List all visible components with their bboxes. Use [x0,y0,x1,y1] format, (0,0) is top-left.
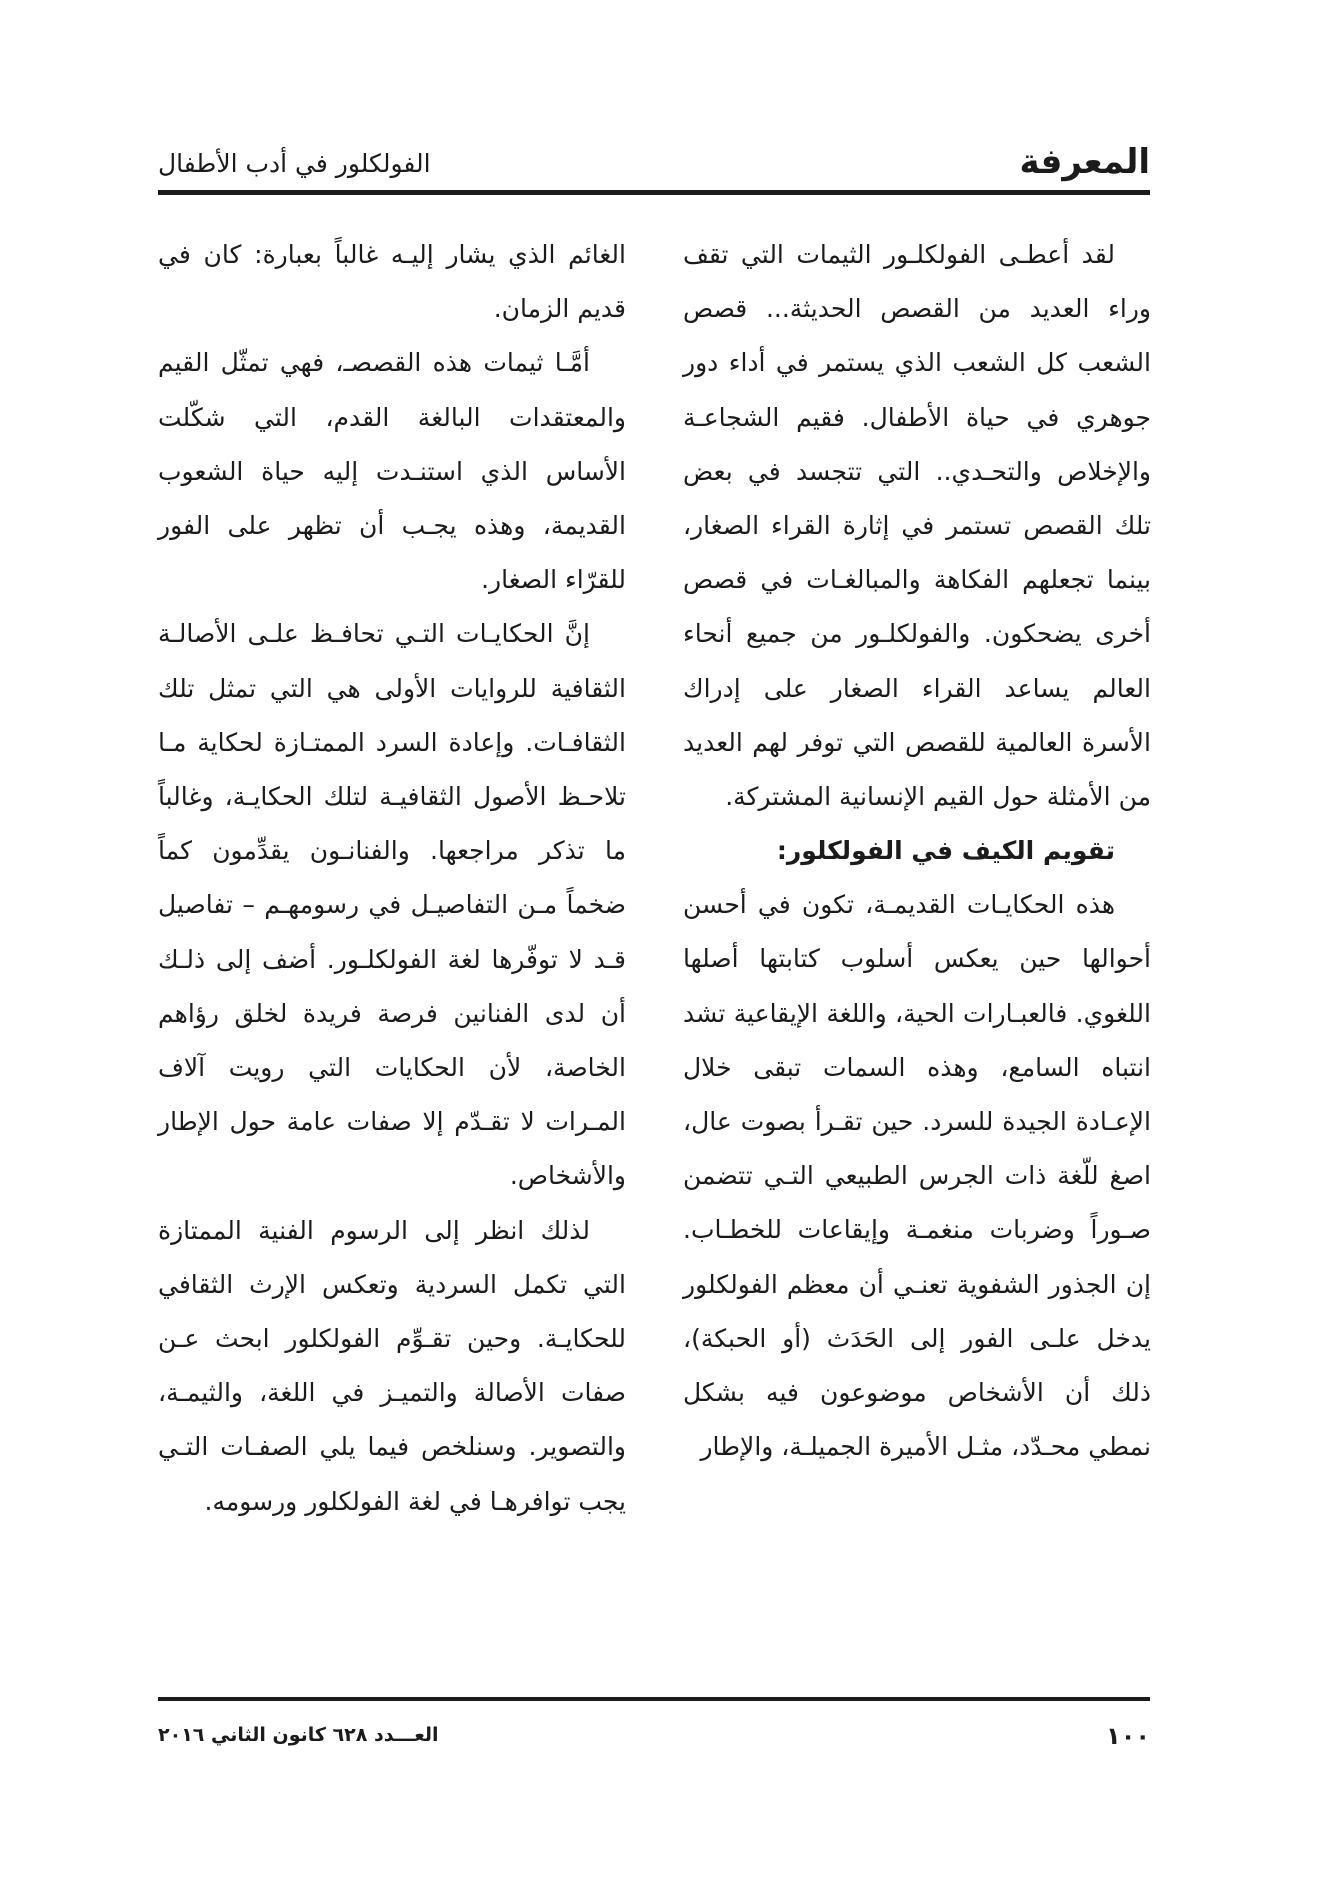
section-heading: تقويم الكيف في الفولكلور: [776,836,1115,866]
running-title: الفولكلور في أدب الأطفال [158,149,431,178]
issue-info: العـــدد ٦٢٨ كانون الثاني ٢٠١٦ [158,1724,439,1746]
paragraph: الغائم الذي يشار إليـه غالباً بعبارة: كان في قديم الزمان. [158,240,626,324]
magazine-logo: المعرفة [1019,142,1150,182]
header-rule [158,190,1150,195]
paragraph: أمَّـا ثيمات هذه القصصـ، فهي تمثّل القيم والمعتقدات البالغة القدم، التي شكّلت الأساس الذي استنـدت إليه حياة الشعوب القديمة، وهذه يجـب أن تظهر على الفور للقرّاء الصغار. [158,348,626,595]
paragraph: لقد أعطـى الفولكلـور الثيمات التي تقف وراء العديد من القصص الحديثة... قصص الشعب كل الشعب الذي يستمر في أداء دور جوهري في حياة الأطفال. فقيم الشجاعـة والإخلاص والتحـدي.. التي تتجسد في بعض تلك القصص تستمر في إثارة القراء الصغار، بينما تجعلهم الفكاهة والمبالغـات في قصص أخرى يضحكون. والفولكلـور من جميع أنحاء العالم يساعد القراء الصغار على إدراك الأسرة العالمية للقصص التي توفر لهم العديد من الأمثلة حول القيم الإنسانية المشتركة. [683,240,1151,812]
page-number: ١٠٠ [1106,1722,1150,1750]
paragraph: إنَّ الحكايـات التـي تحافـظ علـى الأصالـة الثقافية للروايات الأولى هي التي تمثل تلك الثقافـات. وإعادة السرد الممتـازة لحكاية مـا تلاحـظ الأصول الثقافيـة لتلك الحكايـة، وغالباً ما تذكر مراجعها. والفنانـون يقدِّمون كماً ضخماً مـن التفاصيـل في رسومهـم – تفاصيل قـد لا توفّرها لغة الفولكلـور. أضف إلى ذلـك أن لدى الفنانين فرصة فريدة لخلق رؤاهم الخاصة، لأن الحكايات التي رويت آلاف المـرات لا تقـدّم إلا صفات عامة حول الإطار والأشخاص. [158,619,626,1191]
paragraph: هذه الحكايـات القديمـة، تكون في أحسن أحوالها حين يعكس أسلوب كتابتها أصلها اللغوي. فالعبـارات الحية، واللغة الإيقاعية تشد انتباه السامع، وهذه السمات تبقى خلال الإعـادة الجيدة للسرد. حين تقـرأ بصوت عال، اصغ للّغة ذات الجرس الطبيعي التـي تتضمن صـوراً وضربات منغمـة وإيقاعات للخطـاب. إن الجذور الشفوية تعنـي أن معظم الفولكلور يدخل علـى الفور إلى الحَدَث (أو الحبكة)، ذلك أن الأشخاص موضوعون فيه بشكل نمطي محـدّد، مثـل الأميرة الجميلـة، والإطار [683,890,1151,1462]
left-column [158,228,626,1529]
page-footer [158,1722,1150,1754]
paragraph: لذلك انظر إلى الرسوم الفنية الممتازة التي تكمل السردية وتعكس الإرث الثقافي للحكايـة. وحين تقـوِّم الفولكلور ابحث عـن صفات الأصالة والتميـز في اللغة، والثيمـة، والتصوير. وسنلخص فيما يلي الصفـات التـي يجب توافرهـا في لغة الفولكلور ورسومه. [158,1215,626,1516]
right-column [683,228,1151,1474]
page-header [158,140,1150,188]
footer-rule [158,1697,1150,1701]
